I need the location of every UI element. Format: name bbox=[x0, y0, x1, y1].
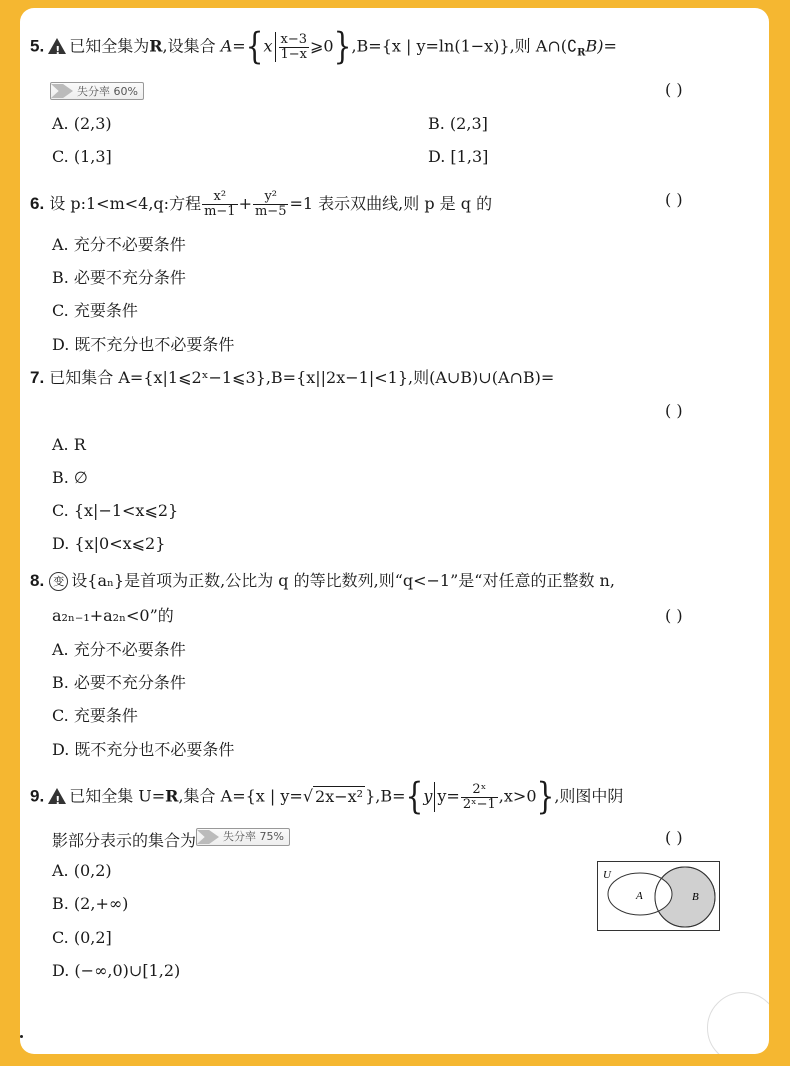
q9-text-pre: 已知全集 U= bbox=[69, 786, 166, 806]
q5-b-end: B)= bbox=[585, 36, 617, 56]
q7-text: 已知集合 A={x|1⩽2ˣ−1⩽3},B={x||2x−1|<1},则(A∪B)∪(A∩B)= bbox=[49, 368, 555, 387]
q9-r: R bbox=[165, 786, 179, 806]
right-brace: } bbox=[536, 774, 555, 818]
chevron-icon bbox=[197, 830, 219, 844]
q9-stem-line1 bbox=[30, 774, 624, 818]
corner-decoration bbox=[707, 992, 769, 1054]
left-brace: { bbox=[245, 24, 264, 68]
q9-fraction bbox=[461, 783, 498, 812]
q5-answer-bracket[interactable]: ( ) bbox=[665, 80, 683, 99]
q9-sqrt: 2x−x² bbox=[315, 786, 364, 806]
q5-number: 5. bbox=[30, 36, 45, 56]
q5-option-b[interactable]: B. (2,3] bbox=[428, 114, 488, 133]
q9-number: 9. bbox=[30, 786, 45, 806]
q6-text-post: =1 表示双曲线,则 p 是 q 的 bbox=[289, 194, 493, 213]
q8-option-c[interactable]: C. 充要条件 bbox=[52, 706, 138, 725]
q9-option-c[interactable]: C. (0,2] bbox=[52, 928, 112, 947]
left-brace: { bbox=[405, 774, 424, 818]
q5-r: R bbox=[149, 36, 163, 56]
q5-badge bbox=[50, 82, 144, 102]
sqrt-icon: √ bbox=[302, 786, 314, 806]
q6-fraction-1 bbox=[202, 190, 238, 219]
complement-sub: R bbox=[577, 47, 586, 59]
q5-x: x bbox=[263, 36, 273, 56]
q5-text-mid: ,设集合 bbox=[162, 36, 216, 56]
q5-option-d[interactable]: D. [1,3] bbox=[428, 147, 489, 166]
venn-label-a: A bbox=[636, 890, 643, 902]
q9-badge bbox=[196, 828, 290, 846]
venn-svg bbox=[598, 862, 719, 930]
q9-badge-text: 失分率 75% bbox=[223, 830, 284, 843]
q6-f2-den: m−5 bbox=[254, 204, 287, 219]
q9-text-post: ,则图中阴 bbox=[554, 786, 624, 806]
variant-badge-icon: 变 bbox=[49, 572, 68, 591]
warning-icon bbox=[48, 38, 66, 54]
q5-stem bbox=[30, 24, 617, 68]
q9-option-a[interactable]: A. (0,2) bbox=[52, 861, 112, 880]
right-brace: } bbox=[333, 24, 352, 68]
q8-number: 8. bbox=[30, 571, 45, 590]
q9-option-d[interactable]: D. (−∞,0)∪[1,2) bbox=[52, 961, 181, 980]
set-divider bbox=[434, 782, 435, 812]
page bbox=[20, 8, 769, 1054]
q5-badge-text: 失分率 60% bbox=[77, 85, 138, 98]
q6-f2-num: y² bbox=[253, 190, 289, 205]
venn-label-u: U bbox=[603, 869, 611, 881]
q6-number: 6. bbox=[30, 194, 45, 213]
q6-f1-den: m−1 bbox=[204, 204, 236, 219]
q8-stem-line2: a₂ₙ₋₁+a₂ₙ<0”的 bbox=[52, 606, 174, 625]
q8-option-b[interactable]: B. 必要不充分条件 bbox=[52, 673, 186, 692]
q5-b-part: ,B={x | y=ln(1−x)},则 A∩( bbox=[351, 36, 567, 56]
q5-ge0: ⩾0 bbox=[310, 36, 334, 56]
q9-f-num: 2ˣ bbox=[461, 783, 498, 798]
q6-fraction-2 bbox=[253, 190, 289, 219]
q9-answer-bracket[interactable]: ( ) bbox=[665, 828, 683, 847]
q5-frac-num: x−3 bbox=[280, 31, 308, 47]
q8-stem-line1 bbox=[30, 571, 615, 591]
q6-plus: + bbox=[238, 194, 252, 213]
q9-text-mid2: },B= bbox=[365, 786, 406, 806]
q6-option-b[interactable]: B. 必要不充分条件 bbox=[52, 268, 186, 287]
q7-stem bbox=[30, 368, 554, 388]
q9-text-line2: 影部分表示的集合为 bbox=[52, 831, 197, 850]
q7-option-b[interactable]: B. ∅ bbox=[52, 468, 88, 487]
q5-option-c[interactable]: C. (1,3] bbox=[52, 147, 112, 166]
q5-option-a[interactable]: A. (2,3) bbox=[52, 114, 112, 133]
q7-option-a[interactable]: A. R bbox=[52, 435, 86, 454]
page-dot bbox=[20, 1035, 23, 1038]
q6-option-a[interactable]: A. 充分不必要条件 bbox=[52, 235, 186, 254]
q8-answer-bracket[interactable]: ( ) bbox=[665, 606, 683, 625]
set-divider bbox=[275, 32, 276, 62]
q6-option-c[interactable]: C. 充要条件 bbox=[52, 301, 138, 320]
q5-a-eq: A= bbox=[220, 36, 246, 56]
q8-option-d[interactable]: D. 既不充分也不必要条件 bbox=[52, 740, 235, 759]
q8-option-a[interactable]: A. 充分不必要条件 bbox=[52, 640, 186, 659]
q6-f1-num: x² bbox=[202, 190, 238, 205]
q9-stem-line2 bbox=[52, 828, 290, 851]
venn-diagram bbox=[597, 861, 720, 931]
q6-text-pre: 设 p:1<m<4,q:方程 bbox=[49, 194, 202, 213]
complement-symbol: ∁ bbox=[566, 36, 578, 56]
venn-label-b: B bbox=[692, 891, 699, 903]
q6-option-d[interactable]: D. 既不充分也不必要条件 bbox=[52, 335, 235, 354]
q9-f-den: 2ˣ−1 bbox=[462, 796, 496, 812]
q8-text-line1: 设{aₙ}是首项为正数,公比为 q 的等比数列,则“q<−1”是“对任意的正整数 n, bbox=[71, 571, 615, 590]
q7-number: 7. bbox=[30, 368, 45, 387]
q6-answer-bracket[interactable]: ( ) bbox=[665, 190, 683, 209]
q6-stem bbox=[30, 190, 492, 219]
q9-cond: ,x>0 bbox=[498, 786, 537, 806]
q9-option-b[interactable]: B. (2,+∞) bbox=[52, 894, 129, 913]
q7-answer-bracket[interactable]: ( ) bbox=[665, 401, 683, 420]
q9-y-eq: y= bbox=[437, 786, 460, 806]
q9-y: y bbox=[423, 786, 433, 806]
q7-option-c[interactable]: C. {x|−1<x⩽2} bbox=[52, 501, 179, 520]
q5-frac-den: 1−x bbox=[280, 46, 308, 62]
q9-text-mid: ,集合 A={x | y= bbox=[178, 786, 303, 806]
chevron-icon bbox=[51, 84, 73, 98]
q5-fraction bbox=[279, 33, 310, 62]
warning-icon bbox=[48, 788, 66, 804]
q7-option-d[interactable]: D. {x|0<x⩽2} bbox=[52, 534, 166, 553]
q5-text-pre: 已知全集为 bbox=[69, 36, 150, 56]
